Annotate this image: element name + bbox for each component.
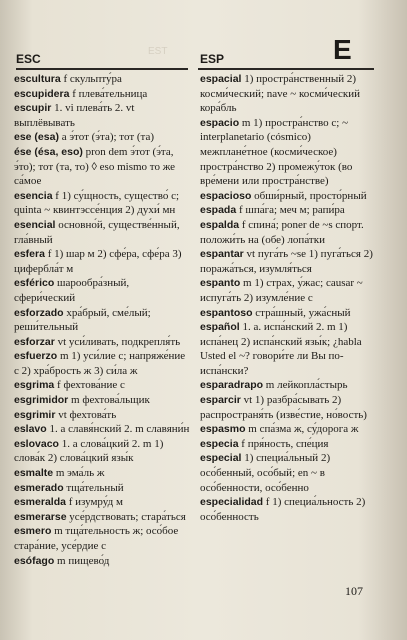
entry-headword: esmalte <box>14 467 54 480</box>
page-number: 107 <box>345 584 363 598</box>
entry-headword: esencia <box>14 189 53 202</box>
entry-definition: a э́тот (э́та); тот (та) <box>58 131 155 144</box>
dictionary-entry <box>14 145 190 189</box>
right-guide-word: ESP <box>200 52 225 66</box>
entry-definition: m спа́зма ж, су́дорога ж <box>245 423 359 436</box>
entry-definition: m фехтова́льщик <box>68 394 150 407</box>
entry-headword: esgrimir <box>14 408 56 421</box>
dictionary-entry <box>14 72 190 87</box>
entry-definition: m 1) простра́нство с; ~ interplanetario (cósmico) межплане́тное (косми́ческое) простра́нство 2) промежу́ток (во вре́мени или простра́нстве) <box>200 116 353 188</box>
entry-definition: 1. vi плева́ть 2. vt выплёвывать <box>14 102 135 129</box>
entry-headword: espantar <box>200 248 244 261</box>
entry-headword: esmerarse <box>14 510 67 523</box>
entry-headword: esófago <box>14 554 55 567</box>
entry-definition: m тща́тельность ж; осо́бое стара́ние, усе́рдие с <box>14 525 179 552</box>
entry-headword: espacio <box>200 116 240 129</box>
entry-definition: f изумру́д м <box>65 496 123 509</box>
entry-headword: español <box>200 321 240 334</box>
entry-headword: espantoso <box>200 306 253 319</box>
entry-definition: m 1) страх, у́жас; causar ~ испуга́ть 2) изумле́ние с <box>200 277 363 304</box>
entry-headword: escupidera <box>14 87 70 100</box>
entry-headword: especial <box>200 452 242 465</box>
entry-headword: esférico <box>14 277 55 290</box>
entry-definition: 1. a. испа́нский 2. m 1) испа́нец 2) испа́нский язы́к; ¿habla Usted el ~? говори́те ли Вы по-испа́нски? <box>200 321 362 377</box>
entry-definition: 1) простра́нственный 2) косми́ческий; nave ~ косми́ческий кора́бль <box>200 73 360 115</box>
page-header <box>0 36 407 68</box>
entry-definition: vt фехтова́ть <box>55 408 117 421</box>
entry-headword: esgrimidor <box>14 394 69 407</box>
entry-headword: escultura <box>14 73 61 85</box>
entry-definition: m лейкопла́стырь <box>263 379 348 392</box>
dictionary-entry <box>14 101 190 130</box>
dictionary-entry <box>200 393 376 422</box>
entry-headword: espada <box>200 204 237 217</box>
entry-definition: f плева́тельница <box>69 87 148 100</box>
entry-definition: f скульпту́ра <box>60 73 122 85</box>
entry-definition: 1. a славя́нский 2. m славяни́н <box>46 423 190 436</box>
dictionary-entry <box>14 335 190 350</box>
dictionary-entry <box>14 218 190 247</box>
entry-definition: основно́й, существе́нный, гла́вный <box>14 218 180 246</box>
entry-definition: обши́рный, просто́рный <box>251 189 367 202</box>
header-rule-left <box>16 68 188 70</box>
entry-definition: усе́рдствовать; стара́ться <box>66 510 186 523</box>
entry-headword: espacial <box>200 73 242 85</box>
entry-headword: eslavo <box>14 423 47 436</box>
dictionary-entry <box>200 116 376 189</box>
entry-headword: esmeralda <box>14 496 66 509</box>
entry-headword: esmero <box>14 525 52 538</box>
dictionary-entry <box>200 203 376 218</box>
entry-definition: vt 1) разбра́сывать 2) распространя́ть (изве́стие, но́вость) <box>200 394 367 421</box>
entry-definition: f шпа́га; меч м; рапи́ра <box>236 204 345 217</box>
dictionary-entry <box>14 466 190 481</box>
entry-definition: f 1) специа́льность 2) осо́бенность <box>200 496 366 523</box>
entry-definition: vt пуга́ть ~se 1) пуга́ться 2) поража́ться, изумля́ться <box>200 248 373 275</box>
entry-headword: esfera <box>14 248 45 261</box>
dictionary-entry <box>200 72 376 116</box>
entry-headword: esparadrapo <box>200 379 264 392</box>
dictionary-entry <box>14 481 190 496</box>
dictionary-entry <box>14 554 190 569</box>
entry-headword: especialidad <box>200 496 264 509</box>
entry-definition: pron dem э́тот (э́та, э́то); тот (та, то) ◊ eso mismo то же са́мое <box>14 145 176 188</box>
entry-headword: esencial <box>14 218 56 231</box>
dictionary-entry <box>14 87 190 102</box>
dictionary-entry <box>14 422 190 437</box>
entry-definition: f спина́; poner de ~s спорт. положи́ть на (обе) лопа́тки <box>200 218 364 246</box>
entry-definition: шарообра́зный, сфери́ческий <box>14 277 130 304</box>
entry-definition: 1. a слова́цкий 2. m 1) слова́к 2) слова́цкий язы́к <box>14 437 164 465</box>
show-through-text: ЕSТ <box>148 46 168 57</box>
dictionary-entry <box>14 306 190 335</box>
dictionary-entry <box>200 320 376 378</box>
dictionary-entry <box>14 408 190 423</box>
dictionary-entry <box>14 247 190 276</box>
entry-definition: f 1) шар м 2) сфе́ра, сфе́ра 3) цифербла́т м <box>14 248 182 275</box>
entry-definition: 1) специа́льный 2) осо́бенный, осо́бый; en ~ в осо́бенности, осо́бенно <box>200 452 331 494</box>
entry-headword: esparcir <box>200 394 241 407</box>
entry-headword: ése (ésa, eso) <box>14 145 83 158</box>
dictionary-entry <box>200 378 376 393</box>
entry-definition: m 1) уси́лие с; напряже́ние с 2) хра́брость ж 3) си́ла ж <box>14 350 186 377</box>
entry-headword: ese (esa) <box>14 131 59 144</box>
left-guide-word: ESC <box>16 52 41 66</box>
dictionary-entry <box>200 276 376 305</box>
entry-headword: esforzado <box>14 306 64 319</box>
dictionary-entry <box>200 495 376 524</box>
left-column <box>14 72 190 568</box>
dictionary-entry <box>14 524 190 553</box>
dictionary-entry <box>200 189 376 204</box>
dictionary-entry <box>200 451 376 495</box>
dictionary-entry <box>14 495 190 510</box>
entry-definition: f пря́ность, спе́ция <box>238 437 329 450</box>
entry-headword: espacioso <box>200 189 252 202</box>
entry-headword: escupir <box>14 102 52 115</box>
entry-headword: espasmo <box>200 423 246 436</box>
entry-definition: m пищево́д <box>54 554 110 567</box>
dictionary-entry <box>200 437 376 452</box>
entry-headword: eslovaco <box>14 437 59 450</box>
entry-headword: esgrima <box>14 379 55 392</box>
entry-headword: esforzar <box>14 335 55 348</box>
dictionary-entry <box>14 510 190 525</box>
entry-definition: f фехтова́ние с <box>54 379 125 392</box>
entry-definition: m эма́ль ж <box>53 467 105 480</box>
entry-headword: especia <box>200 437 239 450</box>
right-column <box>200 72 376 524</box>
entry-headword: esmerado <box>14 481 64 494</box>
entry-definition: f 1) су́щность, существо́ с; quinta ~ квинтэссе́нция 2) духи́ мн <box>14 189 180 217</box>
section-letter: E <box>333 34 352 65</box>
dictionary-entry <box>200 247 376 276</box>
header-rule-right <box>198 68 374 70</box>
entry-definition: тща́тельный <box>63 481 124 494</box>
dictionary-entry <box>14 189 190 218</box>
dictionary-entry <box>200 422 376 437</box>
entry-headword: espalda <box>200 218 240 231</box>
dictionary-entry <box>200 306 376 321</box>
dictionary-entry <box>200 218 376 247</box>
dictionary-entry <box>14 349 190 378</box>
dictionary-entry <box>14 393 190 408</box>
entry-definition: хра́брый, сме́лый; реши́тельный <box>14 306 151 334</box>
entry-definition: vt уси́ливать, подкрепля́ть <box>54 335 181 348</box>
entry-headword: espanto <box>200 277 241 290</box>
entry-headword: esfuerzo <box>14 350 58 363</box>
dictionary-entry <box>14 130 190 145</box>
dictionary-entry <box>14 378 190 393</box>
dictionary-entry <box>14 437 190 466</box>
dictionary-entry <box>14 276 190 305</box>
entry-definition: стра́шный, ужа́сный <box>252 306 351 319</box>
